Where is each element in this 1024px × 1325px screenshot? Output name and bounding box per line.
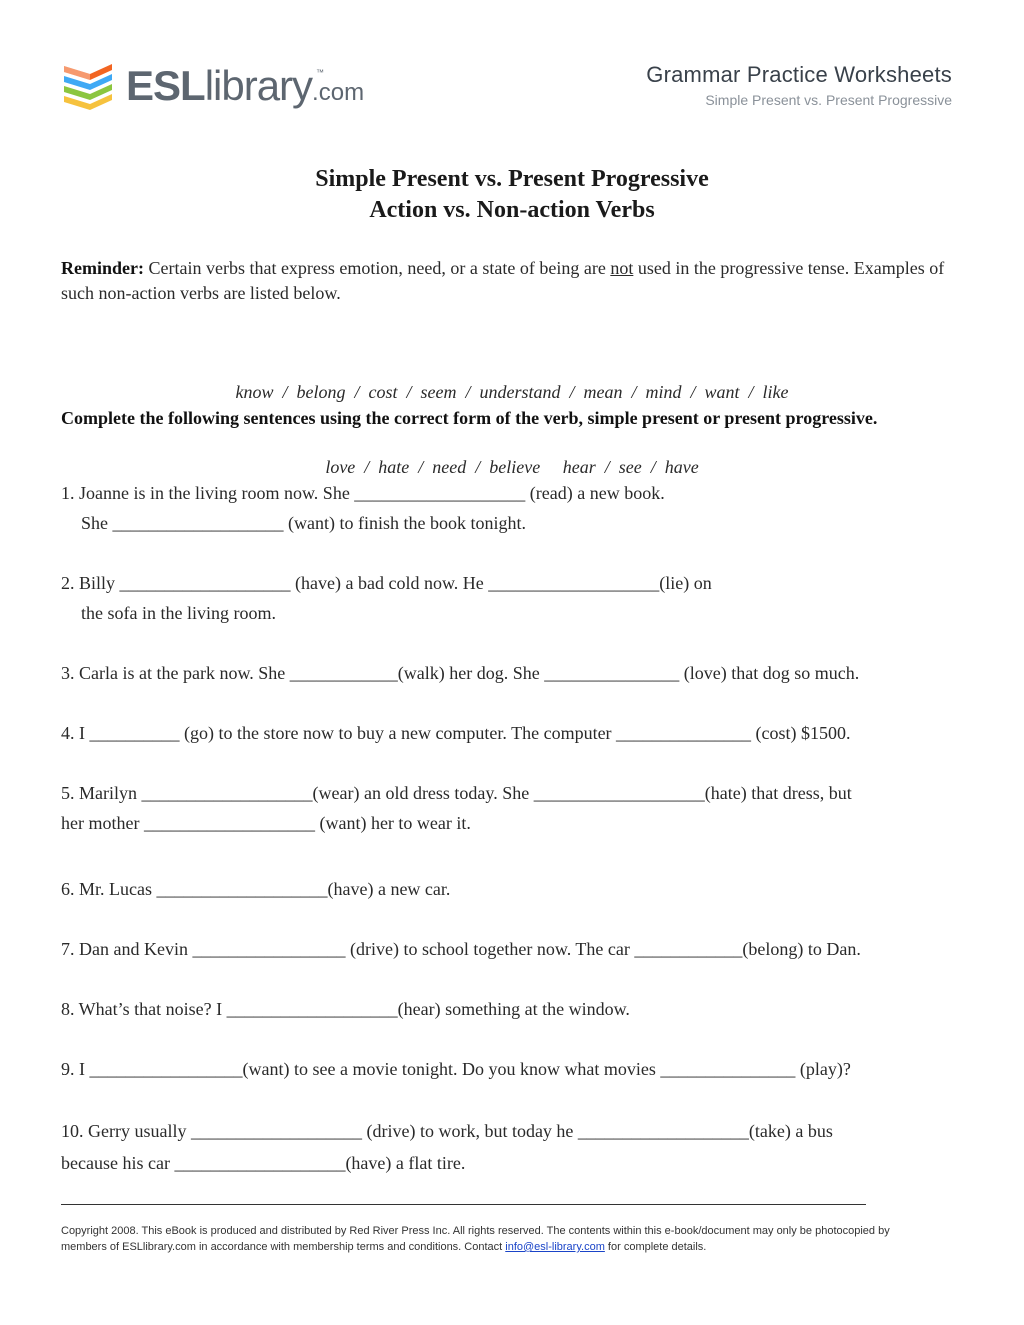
- question-1: [61, 478, 665, 538]
- series-title: Grammar Practice Worksheets: [646, 62, 952, 87]
- question-line: 8. What’s that noise? I ___________________(hear) something at the window.: [61, 999, 630, 1019]
- question-line: 9. I _________________(want) to see a movie tonight. Do you know what movies _______________ (play)?: [61, 1059, 851, 1079]
- question-line: the sofa in the living room.: [81, 603, 276, 623]
- reminder-text-after: used in the progressive tense. Examples of such non-action verbs are listed below.: [61, 258, 945, 303]
- question-8: [61, 994, 630, 1024]
- question-5: [61, 778, 852, 838]
- question-10: [61, 1115, 833, 1179]
- question-line: 4. I __________ (go) to the store now to buy a new computer. The computer _______________ (cost) $1500.: [61, 723, 851, 743]
- footer-divider: [61, 1204, 866, 1205]
- contact-email-link[interactable]: info@esl-library.com: [505, 1241, 605, 1253]
- question-line: 6. Mr. Lucas ___________________(have) a new car.: [61, 879, 451, 899]
- logo-brand-bold: ESL: [126, 62, 205, 109]
- question-2: [61, 568, 712, 628]
- footer-text-before: Copyright 2008. This eBook is produced and distributed by Red River Press Inc. All rights reserved. The contents within this e-book/document may only be photocopied by members of ESLlibrary.com in accordance with membership terms and conditions. Contact: [61, 1225, 890, 1253]
- question-line: because his car ___________________(have) a flat tire.: [61, 1153, 466, 1173]
- reminder-underlined: not: [610, 258, 634, 278]
- series-subtitle: Simple Present vs. Present Progressive: [705, 92, 952, 108]
- logo-wordmark: [126, 62, 364, 110]
- verb-list-line-1: know / belong / cost / seem / understand / mean / mind / want / like: [235, 382, 789, 402]
- question-line: 1. Joanne is in the living room now. She ___________________ (read) a new book.: [61, 483, 665, 503]
- question-9: [61, 1054, 851, 1084]
- instructions: Complete the following sentences using the correct form of the verb, simple present or present progressive.: [61, 408, 878, 428]
- title-line-1: Simple Present vs. Present Progressive: [315, 166, 709, 192]
- question-line: 3. Carla is at the park now. She ____________(walk) her dog. She _______________ (love) that dog so much.: [61, 663, 860, 683]
- logo-trademark: ™: [316, 68, 324, 77]
- verb-list-line-2: love / hate / need / believe hear / see / have: [325, 457, 699, 477]
- title-line-2: Action vs. Non-action Verbs: [369, 197, 655, 223]
- question-4: [61, 718, 851, 748]
- question-6: [61, 874, 450, 904]
- page-header: [0, 0, 1024, 130]
- footer-text-after: for complete details.: [604, 1241, 707, 1253]
- reminder-text-before: Certain verbs that express emotion, need, or a state of being are: [143, 258, 611, 278]
- worksheet-title: [0, 164, 1024, 226]
- question-line: 5. Marilyn ___________________(wear) an old dress today. She ___________________(hate) that dress, but: [61, 783, 852, 803]
- reminder-label: Reminder:: [61, 258, 144, 278]
- logo-brand-tld: .com: [312, 79, 365, 106]
- reminder-paragraph: [61, 256, 961, 306]
- question-line: 2. Billy ___________________ (have) a bad cold now. He ___________________(lie) on: [61, 573, 712, 593]
- question-line: 10. Gerry usually ___________________ (drive) to work, but today he ___________________(take) a bus: [61, 1121, 833, 1141]
- question-3: [61, 658, 859, 688]
- question-line: her mother ___________________ (want) her to wear it.: [61, 813, 471, 833]
- book-stack-icon: [60, 58, 116, 114]
- question-line: She ___________________ (want) to finish the book tonight.: [81, 513, 526, 533]
- logo-brand-rest: library: [204, 62, 313, 109]
- question-7: [61, 934, 861, 964]
- series-heading: [646, 62, 952, 108]
- copyright-footer: [61, 1223, 891, 1255]
- question-line: 7. Dan and Kevin _________________ (drive) to school together now. The car ____________(belong) to Dan.: [61, 939, 861, 959]
